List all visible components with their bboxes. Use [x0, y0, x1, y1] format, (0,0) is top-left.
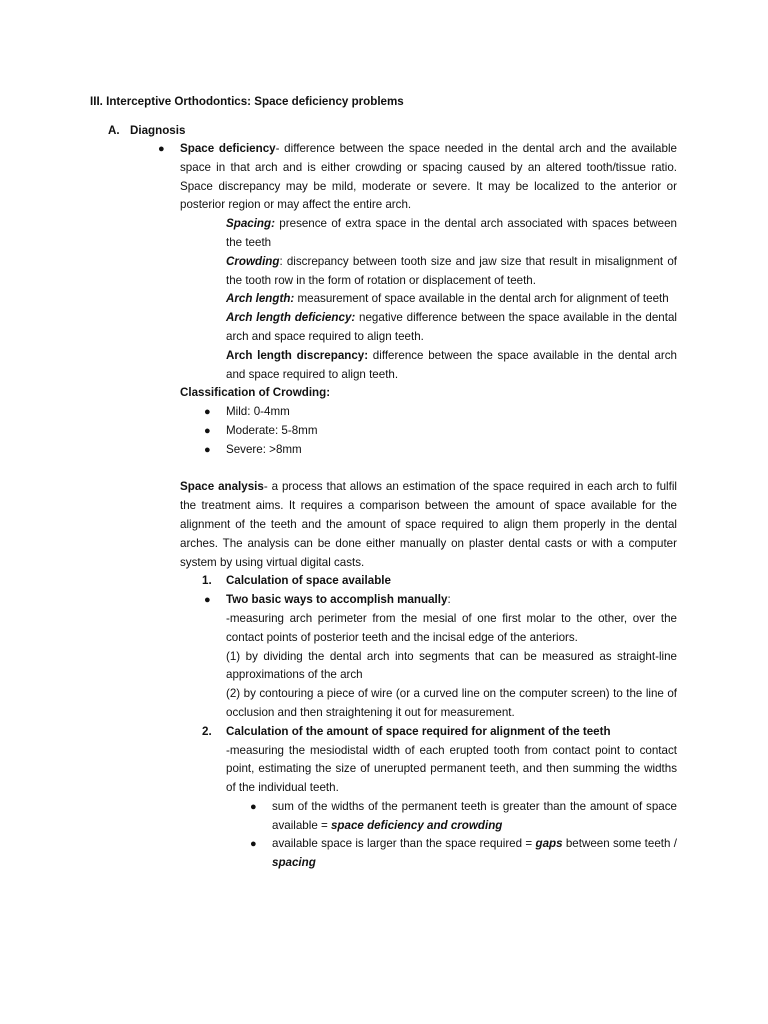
- step-2-title: Calculation of the amount of space required for alignment of the teeth: [226, 724, 611, 738]
- step-number: 2.: [202, 724, 212, 738]
- section-marker: A.: [108, 124, 120, 137]
- ways-heading: [204, 591, 677, 610]
- space-deficiency-term: Space deficiency: [180, 142, 276, 155]
- list-item-text: Moderate: 5-8mm: [226, 423, 318, 437]
- space-analysis-steps: [202, 572, 677, 798]
- bullet-icon: ●: [204, 424, 211, 437]
- list-item-text: Mild: 0-4mm: [226, 405, 290, 419]
- outcome-emphasis: gaps: [535, 837, 563, 851]
- definition-item: [226, 309, 677, 347]
- step-1-title: Calculation of space available: [226, 574, 391, 588]
- outcome-text: available space is larger than the space required =: [272, 837, 536, 851]
- definition-term: Arch length discrepancy:: [226, 348, 369, 362]
- space-deficiency-text: - difference between the space needed in the dental arch and the available space in that arch and is either crowding or spacing caused by an altered tooth/tissue ratio. Space discrepancy may be mild, moderate or severe. It may be localized to the anterior or posterior region or may affect the entire arch.: [180, 142, 677, 212]
- definition-item: [226, 253, 677, 291]
- list-item: [204, 403, 677, 422]
- bullet-icon: ●: [158, 143, 165, 155]
- definition-item: [226, 290, 677, 309]
- definition-text: presence of extra space in the dental arch associated with spaces between the teeth: [226, 217, 677, 249]
- definition-item: [226, 215, 677, 253]
- definitions-list: [226, 215, 677, 384]
- classification-list: [204, 403, 677, 459]
- definition-text: measurement of space available in the dental arch for alignment of teeth: [294, 292, 669, 306]
- step-number: 1.: [202, 574, 212, 588]
- space-analysis-term: Space analysis: [180, 480, 264, 494]
- ways-title: Two basic ways to accomplish manually: [226, 593, 448, 607]
- list-item: [204, 441, 677, 460]
- section-heading-diagnosis: [108, 122, 185, 141]
- bullet-icon: ●: [204, 594, 211, 607]
- definition-term: Arch length:: [226, 292, 295, 306]
- space-deficiency-paragraph: [158, 140, 677, 215]
- definition-term: Arch length deficiency:: [226, 311, 356, 325]
- outcome-text: sum of the widths of the permanent teeth is greater than the amount of space available =: [272, 799, 677, 832]
- step-2-outcomes: [250, 798, 677, 873]
- definition-text: negative difference between the space available in the dental arch and space required to align teeth.: [226, 311, 677, 343]
- bullet-icon: ●: [250, 800, 257, 813]
- main-content: [158, 140, 677, 873]
- definition-text: difference between the space available in the dental arch and space required to align teeth.: [226, 348, 677, 381]
- space-analysis-text: - a process that allows an estimation of the space required in each arch to fulfil the treatment aims. It requires a comparison between the amount of space available for the alignment of the teeth and the amount of space required to align them properly in the dental arches. The analysis can be done either manually on plaster dental casts or with a computer system by using virtual digital casts.: [180, 480, 677, 569]
- definition-term: Spacing:: [226, 217, 275, 231]
- bullet-icon: ●: [204, 443, 211, 456]
- step-1-heading: [202, 572, 677, 591]
- step-1-method-2: (2) by contouring a piece of wire (or a curved line on the computer screen) to the line of occlusion and then straightening it out for measurement.: [226, 687, 677, 719]
- space-analysis-paragraph: [180, 478, 677, 572]
- page-title: III. Interceptive Orthodontics: Space deficiency problems: [90, 95, 404, 108]
- step-1-method-1: (1) by dividing the dental arch into segments that can be measured as straight-line approximations of the arch: [226, 649, 677, 682]
- step-2-heading: [202, 723, 677, 742]
- bullet-icon: ●: [250, 838, 257, 851]
- definition-text: : discrepancy between tooth size and jaw size that result in misalignment of the tooth row in the form of rotation or displacement of teeth.: [226, 254, 677, 287]
- ways-colon: :: [447, 593, 451, 607]
- classification-heading: Classification of Crowding:: [180, 386, 331, 400]
- outcome-text-mid: between some teeth /: [562, 837, 677, 851]
- definition-item: [226, 347, 677, 385]
- step-1-line: -measuring arch perimeter from the mesial of one first molar to the other, over the contact points of posterior teeth and the incisal edge of the anteriors.: [226, 611, 677, 644]
- list-item-text: Severe: >8mm: [226, 442, 302, 456]
- bullet-icon: ●: [204, 406, 211, 419]
- list-item: [204, 422, 677, 441]
- section-label: Diagnosis: [130, 124, 186, 137]
- outcome-emphasis: spacing: [272, 856, 316, 870]
- definition-term: Crowding: [226, 254, 280, 268]
- list-item: [250, 798, 677, 836]
- step-2-text: -measuring the mesiodistal width of each erupted tooth from contact point to contact point, estimating the size of unerupted permanent teeth, and then summing the widths of the individual teeth.: [226, 743, 677, 795]
- list-item: [250, 835, 677, 873]
- outcome-emphasis: space deficiency and crowding: [330, 818, 503, 832]
- blank-line: [180, 460, 677, 479]
